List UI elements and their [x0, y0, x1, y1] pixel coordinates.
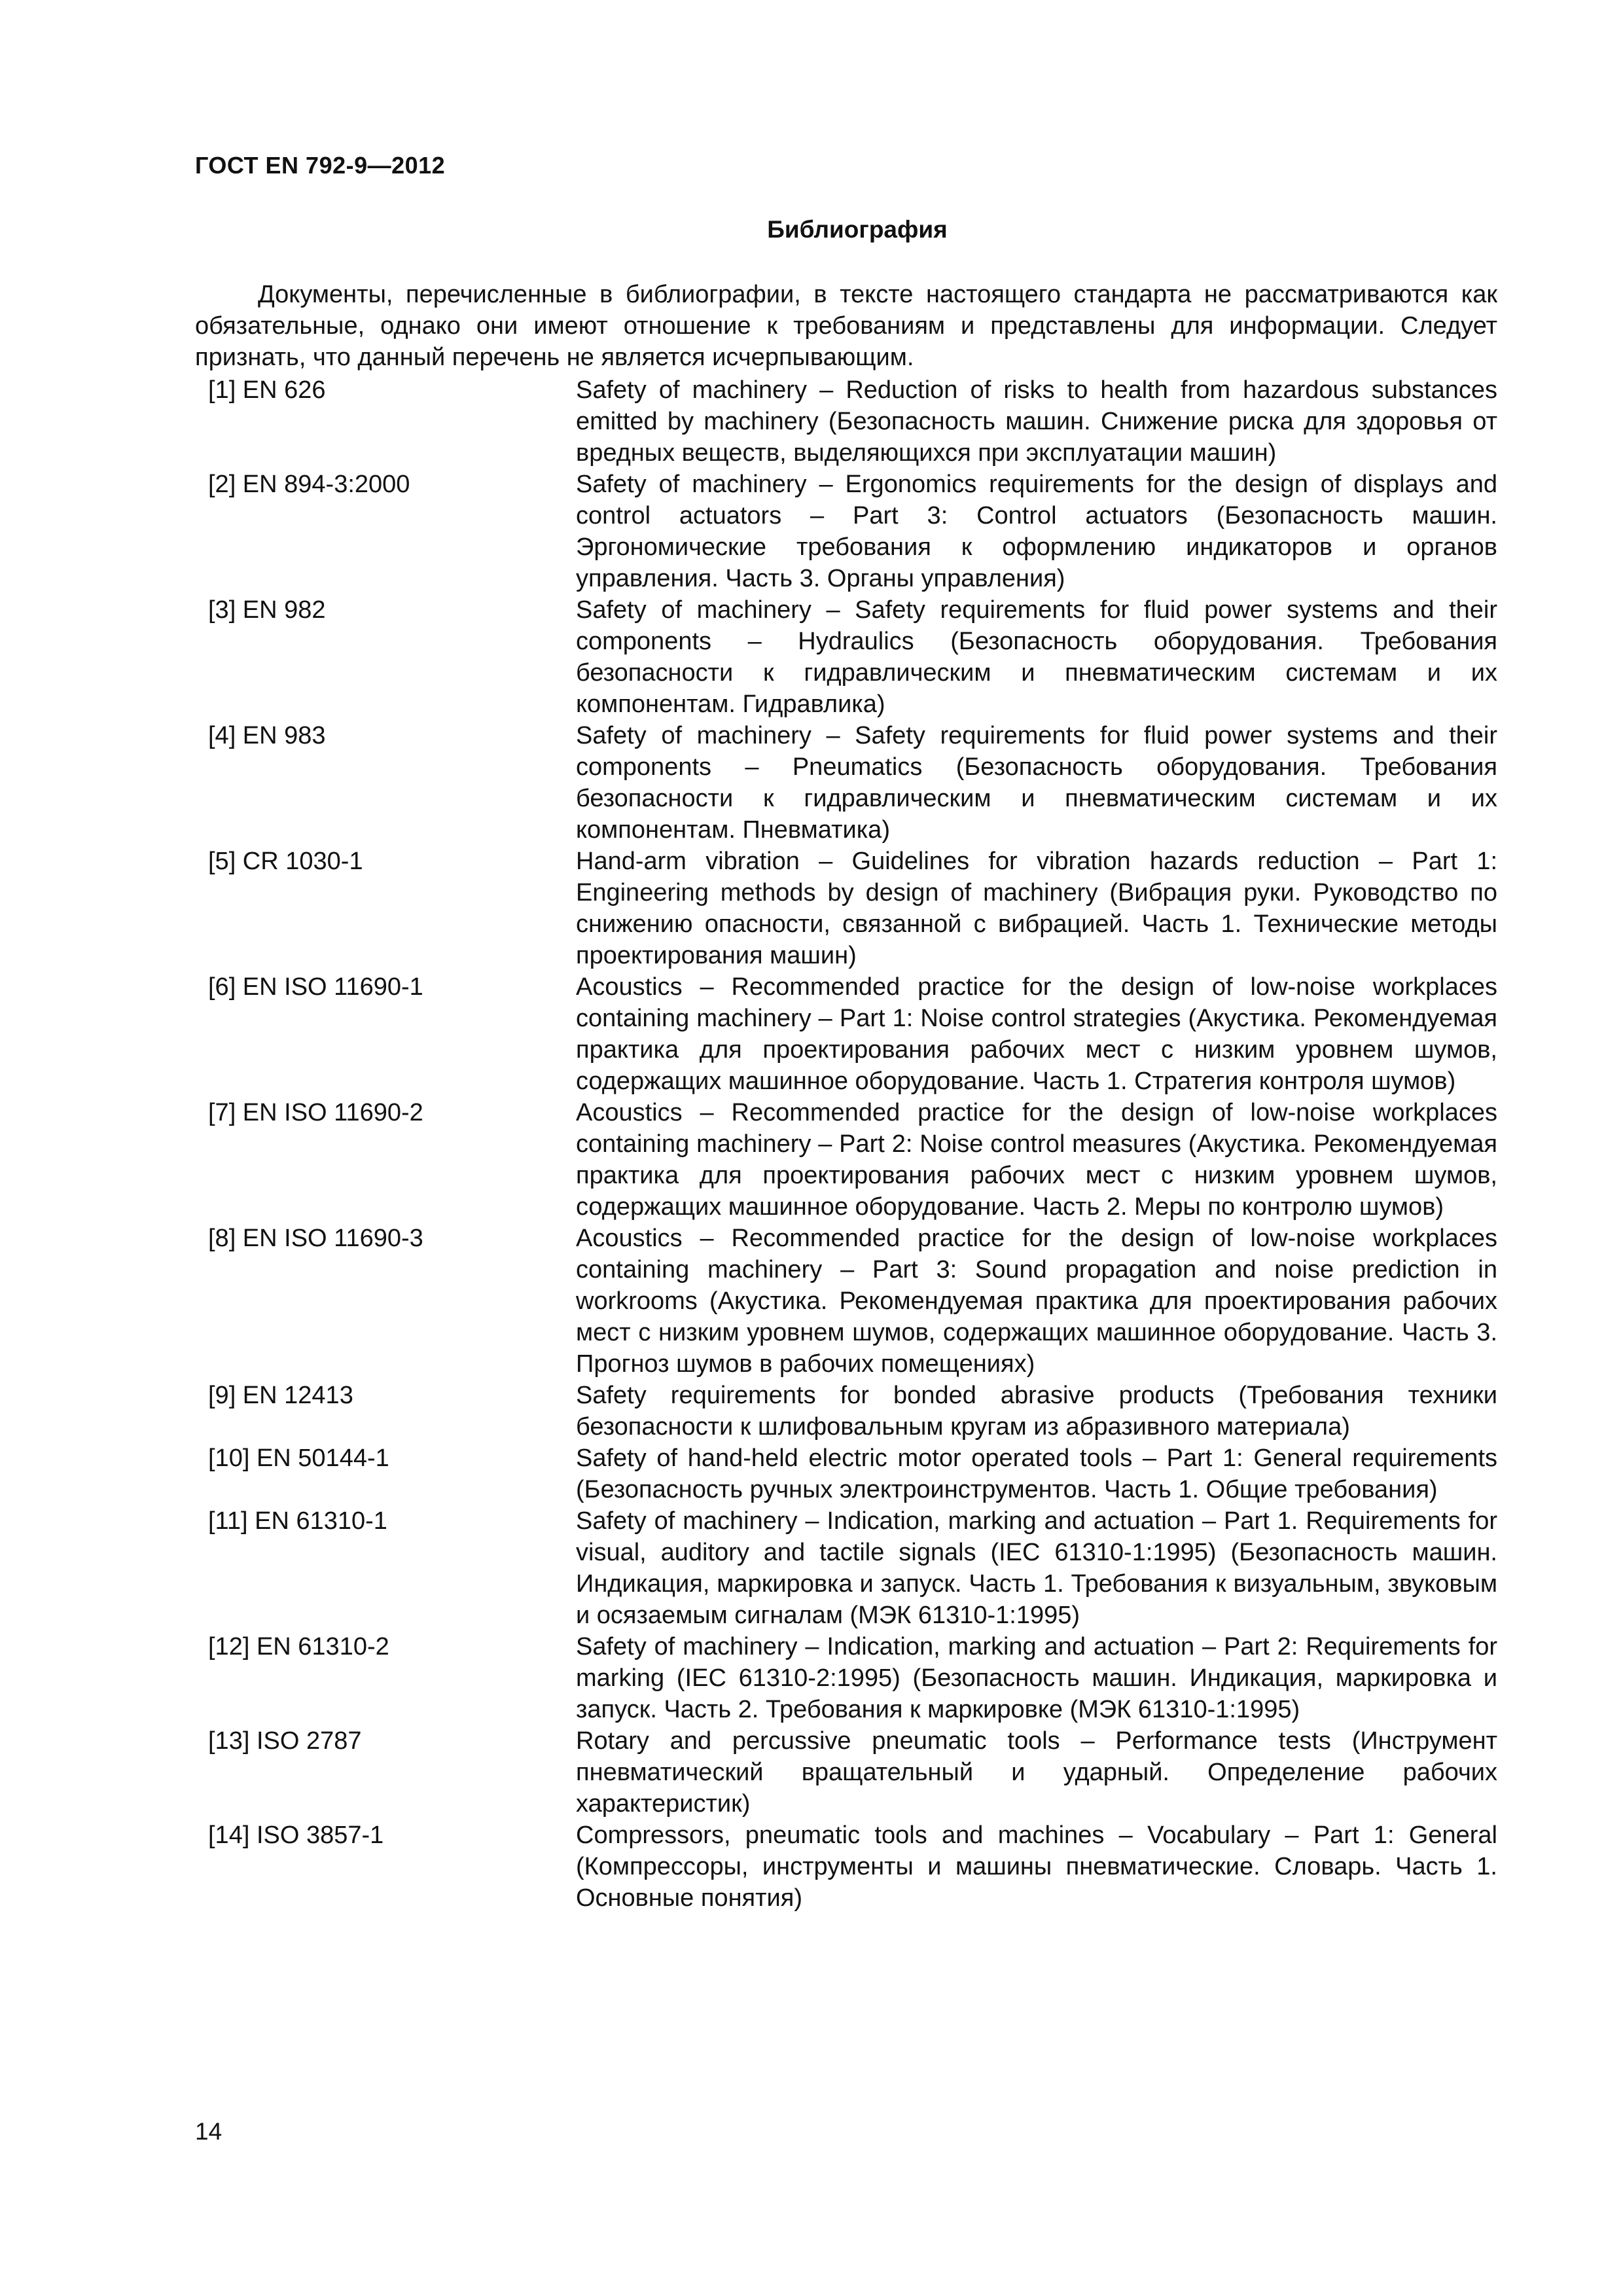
bibliography-entry — [208, 846, 1497, 971]
bibliography-entry — [208, 1631, 1497, 1725]
entry-description: Safety requirements for bonded abrasive products (Требования техники безопасности к шлифовальным кругам из абразивного материала) — [576, 1382, 1497, 1441]
entry-reference: [4] EN 983 — [208, 722, 326, 749]
entry-description: Acoustics – Recommended practice for the design of low-noise workplaces containing machinery – Part 1: Noise control strategies (Акустика. Рекомендуемая практика для проектирования рабочих мест с низким уровнем шумов, содержащих машинное оборудование. Часть 1. Стратегия контроля шумов) — [576, 973, 1497, 1095]
entry-reference: [14] ISO 3857-1 — [208, 1821, 384, 1849]
bibliography-entry — [208, 1820, 1497, 1914]
bibliography-entry — [208, 374, 1497, 469]
page-number: 14 — [195, 2118, 223, 2145]
entry-reference: [9] EN 12413 — [208, 1382, 353, 1409]
entry-description: Safety of hand-held electric motor operated tools – Part 1: General requirements (Безопасность ручных электроинструментов. Часть 1. Общие требования) — [576, 1444, 1497, 1503]
entry-description: Safety of machinery – Ergonomics requirements for the design of displays and control actuators – Part 3: Control actuators (Безопасность машин. Эргономические требования к оформлению индикаторов и органов управления. Часть 3. Органы управления) — [576, 471, 1497, 592]
entry-description: Acoustics – Recommended practice for the design of low-noise workplaces containing machinery – Part 3: Sound propagation and noise prediction in workrooms (Акустика. Рекомендуемая практика для проектирования рабочих мест с низким уровнем шумов, содержащих машинное оборудование. Часть 3. Прогноз шумов в рабочих помещениях) — [576, 1225, 1497, 1378]
entry-reference: [3] EN 982 — [208, 596, 326, 624]
entry-reference: [7] EN ISO 11690-2 — [208, 1099, 423, 1126]
bibliography-entry — [208, 1443, 1497, 1505]
bibliography-entry — [208, 1097, 1497, 1223]
entry-description: Compressors, pneumatic tools and machines – Vocabulary – Part 1: General (Компрессоры, инструменты и машины пневматические. Словарь. Часть 1. Основные понятия) — [576, 1821, 1497, 1912]
entry-description: Safety of machinery – Reduction of risks to health from hazardous substances emitted by machinery (Безопасность машин. Снижение риска для здоровья от вредных веществ, выделяющихся при эксплуатации машин) — [576, 376, 1497, 467]
bibliography-entry — [208, 594, 1497, 720]
entry-reference: [2] EN 894-3:2000 — [208, 471, 410, 498]
bibliography-entry — [208, 1505, 1497, 1631]
section-title: Библиография — [767, 216, 948, 243]
bibliography-entry — [208, 1725, 1497, 1820]
document-id-header: ГОСТ EN 792-9—2012 — [195, 152, 446, 179]
entry-description: Acoustics – Recommended practice for the design of low-noise workplaces containing machinery – Part 2: Noise control measures (Акустика. Рекомендуемая практика для проектирования рабочих мест с низким уровнем шумов, содержащих машинное оборудование. Часть 2. Меры по контролю шумов) — [576, 1099, 1497, 1221]
entry-description: Safety of machinery – Safety requirements for fluid power systems and their components – Hydraulics (Безопасность оборудования. Требования безопасности к гидравлическим и пневматическим системам и их компонентам. Гидравлика) — [576, 596, 1497, 718]
entry-reference: [10] EN 50144-1 — [208, 1444, 389, 1472]
bibliography-entry — [208, 1380, 1497, 1443]
entry-description: Hand-arm vibration – Guidelines for vibration hazards reduction – Part 1: Engineering methods by design of machinery (Вибрация руки. Руководство по снижению опасности, связанной с вибрацией. Часть 1. Технические методы проектирования машин) — [576, 848, 1497, 969]
entry-reference: [5] CR 1030-1 — [208, 848, 363, 875]
entry-reference: [1] EN 626 — [208, 376, 326, 404]
entry-reference: [13] ISO 2787 — [208, 1727, 362, 1755]
entry-reference: [11] EN 61310-1 — [208, 1507, 387, 1535]
bibliography-entry — [208, 469, 1497, 594]
bibliography-entry — [208, 1223, 1497, 1380]
entry-description: Safety of machinery – Indication, marking and actuation – Part 2: Requirements for marking (IEC 61310-2:1995) (Безопасность машин. Индикация, маркировка и запуск. Часть 2. Требования к маркировке (МЭК 61310-1:1995) — [576, 1633, 1497, 1723]
bibliography-entry — [208, 971, 1497, 1097]
bibliography-list — [208, 374, 1497, 1914]
entry-description: Safety of machinery – Indication, marking and actuation – Part 1. Requirements for visual, auditory and tactile signals (IEC 61310-1:1995) (Безопасность машин. Индикация, маркировка и запуск. Часть 1. Требования к визуальным, звуковым и осязаемым сигналам (МЭК 61310-1:1995) — [576, 1507, 1497, 1629]
entry-reference: [6] EN ISO 11690-1 — [208, 973, 423, 1001]
intro-paragraph: Документы, перечисленные в библиографии, в тексте настоящего стандарта не рассматриваются как обязательные, однако они имеют отношение к требованиям и представлены для информации. Следует признать, что данный перечень не является исчерпывающим. — [195, 281, 1497, 371]
entry-description: Rotary and percussive pneumatic tools – Performance tests (Инструмент пневматический вращательный и ударный. Определение рабочих характеристик) — [576, 1727, 1497, 1818]
entry-reference: [8] EN ISO 11690-3 — [208, 1225, 423, 1252]
entry-reference: [12] EN 61310-2 — [208, 1633, 389, 1660]
bibliography-entry — [208, 720, 1497, 846]
entry-description: Safety of machinery – Safety requirements for fluid power systems and their components – Pneumatics (Безопасность оборудования. Требования безопасности к гидравлическим и пневматическим системам и их компонентам. Пневматика) — [576, 722, 1497, 844]
